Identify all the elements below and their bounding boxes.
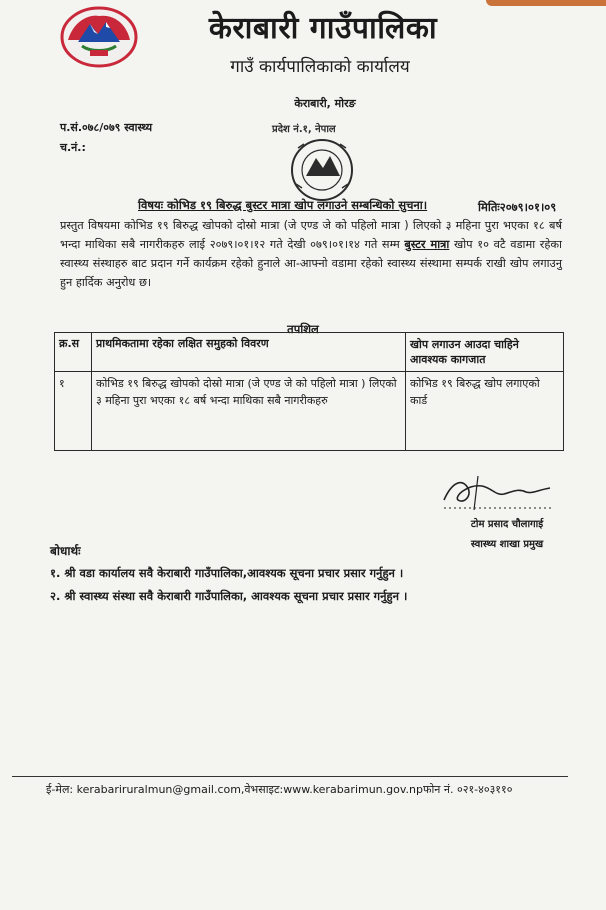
signatory-name: टोम प्रसाद चौलागाई [470, 519, 544, 530]
table-row [55, 372, 564, 451]
table-header-row [55, 333, 564, 372]
letter-date: मितिः२०७९।०१।०९ [478, 200, 557, 214]
subject-line: विषयः कोभिड १९ बिरुद्ध बुस्टर मात्रा खोप लगाउने सम्बन्धिको सुचना। [138, 198, 428, 212]
dispatch-number: च.नं.: [60, 141, 86, 154]
header-target-group: प्राथमिकतामा रहेका लक्षित समुहको विवरण [92, 333, 406, 372]
body-text-part-2: खोप १० वटै वडामा रहेका स्वास्थ्य संस्थाहरु बाट प्रदान गर्ने कार्यक्रम रहेको हुनाले आ-आफ्नो वडामा रहेको स्वास्थ्य संस्थामा सम्पर्क राखी खोप लगाउनु हुन हार्दिक अनुरोध छ। [60, 238, 562, 289]
header-required-docs: खोप लगाउन आउदा चाहिने आवश्यक कागजात [406, 333, 564, 372]
list-item: १. श्री वडा कार्यालय सवै केराबारी गाउँपालिका,आवश्यक सूचना प्रचार प्रसार गर्नुहुन । [50, 566, 404, 580]
cc-list [50, 566, 407, 612]
notice-body [60, 216, 562, 292]
office-name: गाउँ कार्यपालिकाको कार्यालय [230, 57, 410, 77]
handwritten-signature-icon [438, 470, 558, 514]
stamp-text: प्रदेश नं.१, नेपाल [272, 124, 336, 135]
header-serial: क्र.स [55, 333, 92, 372]
emblem-logo-icon [60, 6, 138, 68]
body-text-part-1: प्रस्तुत विषयमा कोभिड १९ बिरुद्ध खोपको दोस्रो मात्रा (जे एण्ड जे को पहिलो मात्रा ) लिएको ३ महिना पुरा भएका १८ बर्ष भन्दा माथिका सबै नागरीकहरु लाई २०७९।०१।१२ गते देखी ०७९।०१।१४ गते सम्म [60, 219, 562, 251]
footer-divider [12, 776, 568, 777]
row-serial: १ [55, 372, 92, 451]
signatory-title: स्वास्थ्य शाखा प्रमुख [470, 539, 544, 550]
vaccination-table [54, 332, 564, 451]
row-target-group: कोभिड १९ बिरुद्ध खोपको दोस्रो मात्रा (जे एण्ड जे को पहिलो मात्रा ) लिएको ३ महिना पुरा भएका १८ बर्ष भन्दा माथिका सबै नागरीकहरु [92, 372, 406, 451]
letter-number: प.सं.०७८/०७९ स्वास्थ्य [60, 121, 153, 134]
booster-dose-highlight: बुस्टर मात्रा [404, 238, 450, 251]
office-stamp-icon [268, 118, 372, 206]
row-required-docs: कोभिड १९ बिरुद्ध खोप लगाएको कार्ड [406, 372, 564, 451]
cc-heading: बोधार्थः [50, 544, 81, 558]
footer-contact: ई-मेल: kerabariruralmun@gmail.com,वेभसाइट:www.kerabarimun.gov.npफोन नं. ०२१-४०३११० [46, 783, 513, 796]
office-address: केराबारी, मोरङ [294, 97, 356, 110]
corner-mark [486, 0, 606, 6]
list-item: २. श्री स्वास्थ्य संस्था सवै केराबारी गाउँपालिका, आवश्यक सूचना प्रचार प्रसार गर्नुहुन । [50, 589, 408, 603]
org-name: केराबारी गाउँपालिका [208, 11, 438, 46]
details-heading: तपशिल [287, 322, 319, 336]
